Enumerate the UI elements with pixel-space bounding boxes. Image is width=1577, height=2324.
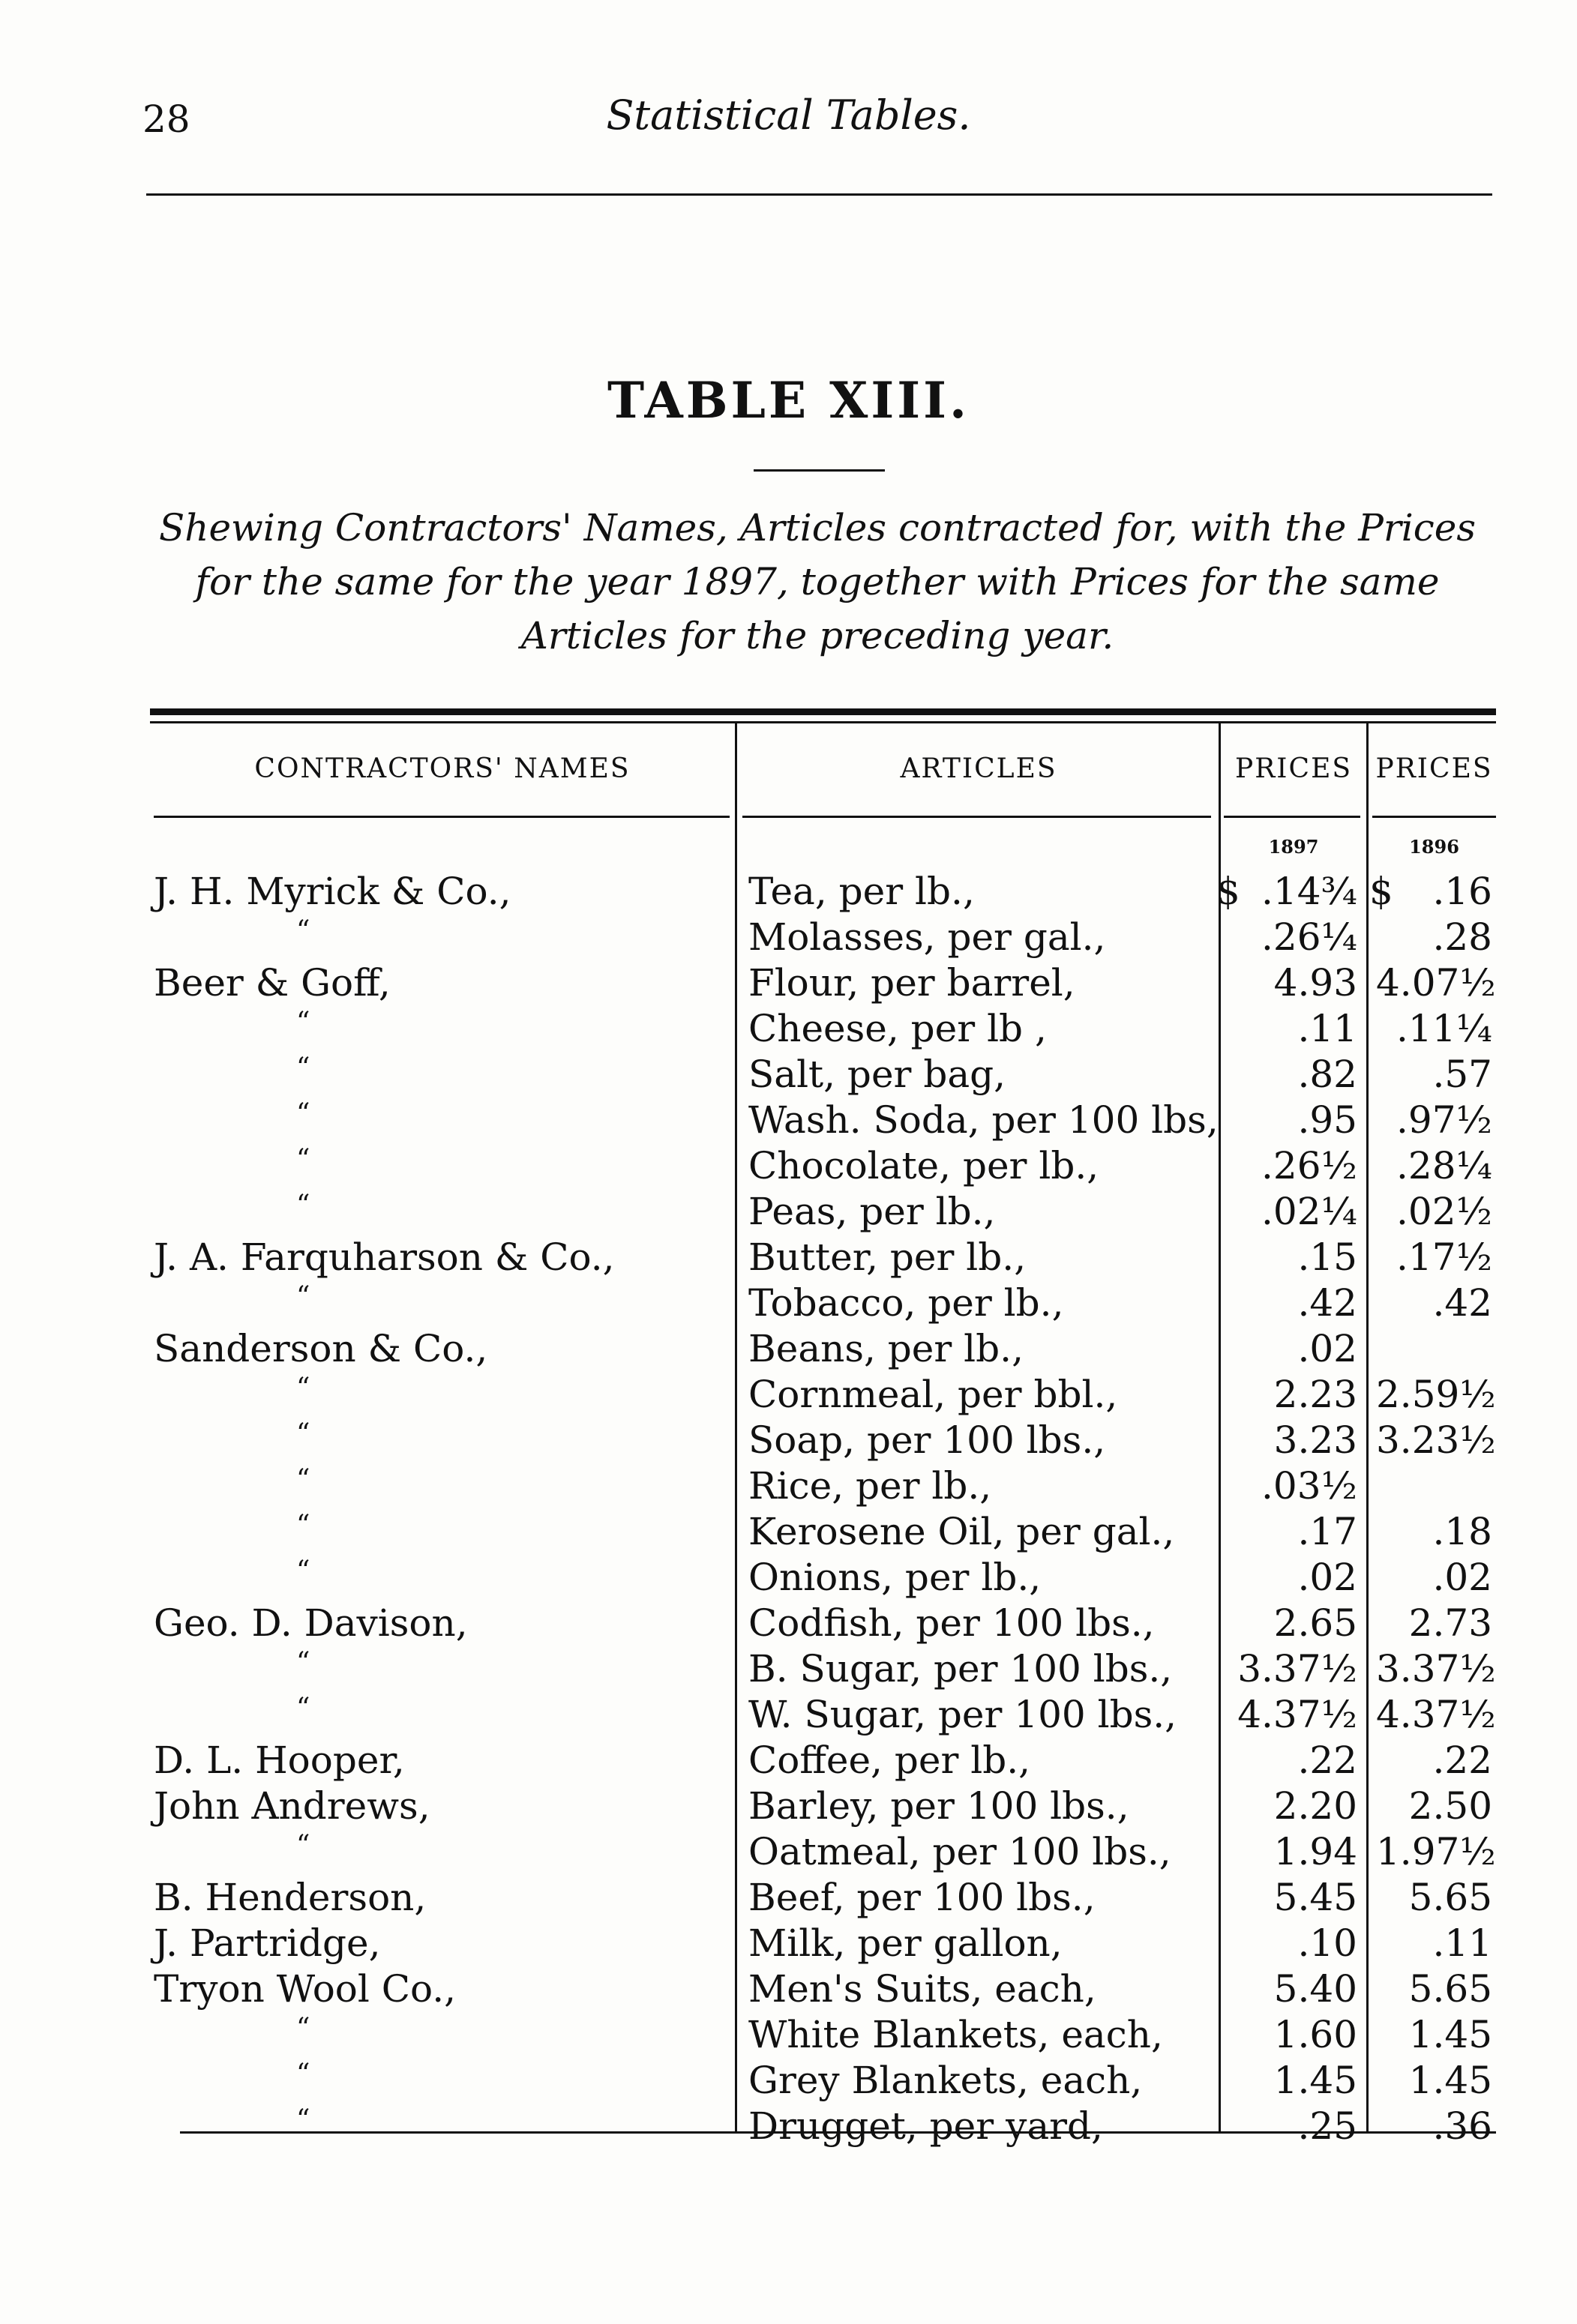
price-1897: 2.23	[1273, 1373, 1357, 1416]
price-1897: 2.65	[1273, 1601, 1357, 1645]
table-row	[0, 1190, 1577, 1235]
contractor-name: “	[296, 2104, 310, 2135]
contractor-name: “	[296, 1373, 310, 1403]
page-number: 28	[142, 97, 190, 141]
contractor-name: “	[296, 1556, 310, 1586]
price-1896: .17½	[1396, 1235, 1492, 1279]
table-row	[0, 870, 1577, 915]
dollar-sign-1896: $	[1369, 870, 1393, 913]
price-1896: .02	[1432, 1556, 1492, 1599]
article-name: Onions, per lb.,	[748, 1556, 1042, 1599]
contractor-name: “	[296, 1007, 310, 1038]
table-row	[0, 1830, 1577, 1876]
price-1896: .16	[1432, 870, 1492, 913]
price-1897: .95	[1297, 1098, 1357, 1142]
table-row	[0, 1739, 1577, 1784]
column-header-prices-1897: PRICES	[1234, 753, 1353, 784]
dollar-sign-1897: $	[1216, 870, 1240, 913]
price-1897: .14¾	[1261, 870, 1357, 913]
price-1896: .57	[1432, 1053, 1492, 1096]
contractor-name: “	[296, 1510, 310, 1541]
contractor-name: “	[296, 1144, 310, 1175]
contractor-name: “	[296, 1053, 310, 1083]
article-name: W. Sugar, per 100 lbs.,	[748, 1693, 1177, 1736]
contractor-name: Geo. D. Davison,	[154, 1601, 468, 1645]
contractor-name: “	[296, 2059, 310, 2089]
article-name: Beef, per 100 lbs.,	[748, 1876, 1096, 1919]
article-name: Grey Blankets, each,	[748, 2059, 1143, 2102]
contractor-name: J. H. Myrick & Co.,	[154, 870, 511, 913]
contractor-name: “	[296, 1098, 310, 1129]
article-name: Beans, per lb.,	[748, 1327, 1024, 1370]
column-header-articles: ARTICLES	[900, 753, 1057, 784]
contractor-name: “	[296, 1418, 310, 1449]
title-underline	[754, 469, 885, 472]
contractor-name: “	[296, 1464, 310, 1495]
price-1897: .11	[1297, 1007, 1357, 1050]
price-1897: 5.45	[1273, 1876, 1357, 1919]
price-1896: .02½	[1396, 1190, 1492, 1233]
price-1896: 5.65	[1408, 1967, 1492, 2011]
article-name: Men's Suits, each,	[748, 1967, 1096, 2011]
price-1897: 1.45	[1273, 2059, 1357, 2102]
running-head: Statistical Tables.	[606, 91, 971, 139]
article-name: Salt, per bag,	[748, 1053, 1006, 1096]
contractor-name: J. A. Farquharson & Co.,	[154, 1235, 615, 1279]
article-name: Kerosene Oil, per gal.,	[748, 1510, 1175, 1553]
contractor-name: “	[296, 915, 310, 946]
price-1896: 3.23½	[1376, 1418, 1496, 1462]
article-name: Wash. Soda, per 100 lbs,	[748, 1098, 1219, 1142]
contractor-name: D. L. Hooper,	[154, 1739, 405, 1782]
header-rule	[146, 193, 1492, 196]
table-row	[0, 1053, 1577, 1098]
header-underline-articles	[742, 816, 1211, 818]
contractor-name: John Andrews,	[154, 1784, 430, 1828]
price-1897: .10	[1297, 1921, 1357, 1965]
price-1896: 2.50	[1408, 1784, 1492, 1828]
table-row	[0, 961, 1577, 1007]
table-row	[0, 1967, 1577, 2013]
contractor-name: “	[296, 1647, 310, 1678]
price-1896: 4.37½	[1376, 1693, 1496, 1736]
price-1896: .36	[1432, 2104, 1492, 2148]
column-header-contractors: CONTRACTORS' NAMES	[254, 753, 631, 784]
contractor-name: B. Henderson,	[154, 1876, 427, 1919]
article-name: Tea, per lb.,	[748, 870, 975, 913]
table-caption: Shewing Contractors' Names, Articles contracted for, with the Prices for the same for the year 1897, together with Prices for the same Articles for the preceding year.	[159, 506, 1476, 657]
table-row	[0, 1784, 1577, 1830]
table-row	[0, 1601, 1577, 1647]
table-row	[0, 1876, 1577, 1921]
price-1897: 3.23	[1273, 1418, 1357, 1462]
table-row	[0, 1007, 1577, 1053]
price-1897: .22	[1297, 1739, 1357, 1782]
table-row	[0, 1098, 1577, 1144]
article-name: White Blankets, each,	[748, 2013, 1163, 2056]
price-1896: .28¼	[1396, 1144, 1492, 1187]
table-row	[0, 1464, 1577, 1510]
price-1897: 1.94	[1273, 1830, 1357, 1873]
contractor-name: “	[296, 1190, 310, 1220]
price-1897: 5.40	[1273, 1967, 1357, 2011]
price-1896: 2.73	[1408, 1601, 1492, 1645]
header-underline-prices-b	[1372, 816, 1496, 818]
price-1896: .42	[1432, 1281, 1492, 1325]
price-1897: 4.37½	[1237, 1693, 1357, 1736]
table-row	[0, 1235, 1577, 1281]
price-1896: 1.97½	[1376, 1830, 1496, 1873]
price-1897: .03½	[1261, 1464, 1357, 1508]
article-name: Chocolate, per lb.,	[748, 1144, 1099, 1187]
price-1896: 2.59½	[1376, 1373, 1496, 1416]
price-1897: .26½	[1261, 1144, 1357, 1187]
price-1896: 1.45	[1408, 2059, 1492, 2102]
table-top-rule-thin	[150, 721, 1496, 723]
article-name: Flour, per barrel,	[748, 961, 1075, 1005]
price-1897: .25	[1297, 2104, 1357, 2148]
contractor-name: “	[296, 1830, 310, 1861]
price-1896: 1.45	[1408, 2013, 1492, 2056]
article-name: Molasses, per gal.,	[748, 915, 1106, 959]
article-name: Cheese, per lb ,	[748, 1007, 1047, 1050]
price-1897: .82	[1297, 1053, 1357, 1096]
table-row	[0, 1281, 1577, 1327]
article-name: Rice, per lb.,	[748, 1464, 992, 1508]
contractor-name: Sanderson & Co.,	[154, 1327, 488, 1370]
price-1897: .15	[1297, 1235, 1357, 1279]
price-1896: .22	[1432, 1739, 1492, 1782]
article-name: Oatmeal, per 100 lbs.,	[748, 1830, 1171, 1873]
table-row	[0, 1327, 1577, 1373]
price-1896: .11	[1432, 1921, 1492, 1965]
year-label-1897: 1897	[1268, 836, 1319, 858]
article-name: Cornmeal, per bbl.,	[748, 1373, 1118, 1416]
price-1897: 1.60	[1273, 2013, 1357, 2056]
table-row	[0, 1510, 1577, 1556]
contractor-name: “	[296, 1693, 310, 1724]
price-1896: 5.65	[1408, 1876, 1492, 1919]
table-row	[0, 1373, 1577, 1418]
table-row	[0, 915, 1577, 961]
table-row	[0, 1418, 1577, 1464]
price-1896: .18	[1432, 1510, 1492, 1553]
article-name: Barley, per 100 lbs.,	[748, 1784, 1129, 1828]
price-1896: .28	[1432, 915, 1492, 959]
table-row	[0, 1144, 1577, 1190]
price-1897: .02¼	[1261, 1190, 1357, 1233]
article-name: B. Sugar, per 100 lbs.,	[748, 1647, 1173, 1691]
price-1897: .26¼	[1261, 915, 1357, 959]
price-1896: 4.07½	[1376, 961, 1496, 1005]
price-1897: 4.93	[1273, 961, 1357, 1005]
year-label-1896: 1896	[1409, 836, 1459, 858]
price-1897: .17	[1297, 1510, 1357, 1553]
table-row	[0, 1921, 1577, 1967]
contractor-name: J. Partridge,	[154, 1921, 381, 1965]
table-row	[0, 1556, 1577, 1601]
header-underline-prices-a	[1224, 816, 1360, 818]
article-name: Peas, per lb.,	[748, 1190, 996, 1233]
article-name: Soap, per 100 lbs.,	[748, 1418, 1106, 1462]
table-row	[0, 2059, 1577, 2104]
contractor-name: “	[296, 1281, 310, 1312]
table-row	[0, 2013, 1577, 2059]
table-row	[0, 2104, 1577, 2150]
price-1897: 3.37½	[1237, 1647, 1357, 1691]
price-1896: .97½	[1396, 1098, 1492, 1142]
article-name: Coffee, per lb.,	[748, 1739, 1031, 1782]
contractor-name: Beer & Goff,	[154, 961, 391, 1005]
article-name: Butter, per lb.,	[748, 1235, 1027, 1279]
table-row	[0, 1693, 1577, 1739]
table-top-rule-thick	[150, 708, 1496, 715]
article-name: Codfish, per 100 lbs.,	[748, 1601, 1155, 1645]
price-1897: .42	[1297, 1281, 1357, 1325]
header-underline-names	[154, 816, 730, 818]
article-name: Milk, per gallon,	[748, 1921, 1063, 1965]
price-1897: 2.20	[1273, 1784, 1357, 1828]
column-header-prices-1896: PRICES	[1375, 753, 1493, 784]
price-1897: .02	[1297, 1556, 1357, 1599]
table-row	[0, 1647, 1577, 1693]
contractor-name: Tryon Wool Co.,	[154, 1967, 457, 2011]
table-title: TABLE XIII.	[607, 371, 970, 430]
contractor-name: “	[296, 2013, 310, 2044]
price-1897: .02	[1297, 1327, 1357, 1370]
price-1896: 3.37½	[1376, 1647, 1496, 1691]
article-name: Tobacco, per lb.,	[748, 1281, 1064, 1325]
price-1896: .11¼	[1396, 1007, 1492, 1050]
article-name: Drugget, per yard,	[748, 2104, 1103, 2148]
